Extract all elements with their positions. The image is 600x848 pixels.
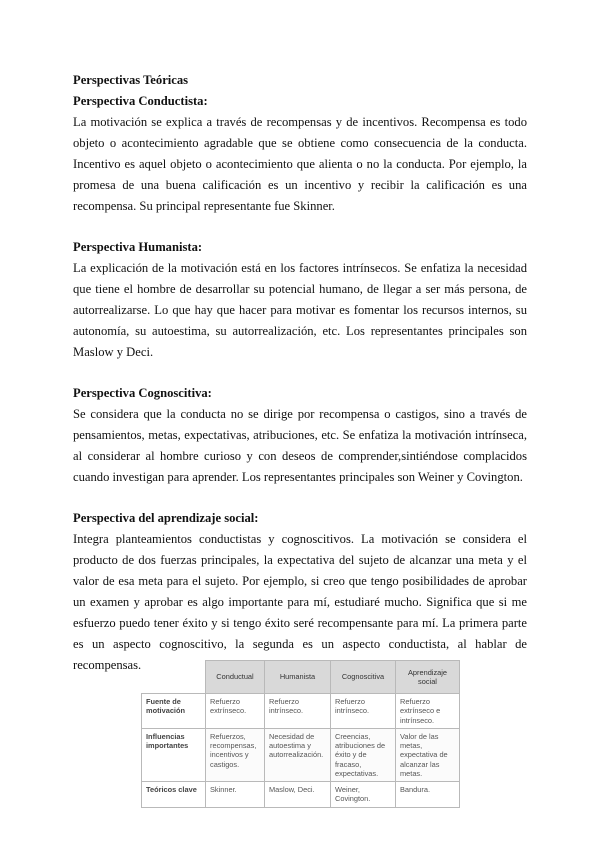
table-row [142, 694, 460, 729]
row-label: Teóricos clave [142, 782, 206, 808]
section-cognoscitiva [73, 383, 527, 488]
table-cell: Skinner. [206, 782, 265, 808]
table-cell: Refuerzo extrínseco e intrínseco. [396, 694, 460, 729]
section-title: Perspectiva Cognoscitiva: [73, 386, 212, 400]
section-body: La motivación se explica a través de recompensas y de incentivos. Recompensa es todo objeto o acontecimiento agradable que se obtiene como consecuencia de la conducta. Incentivo es aquel objeto o acontecimiento que alienta o no la conducta. Por ejemplo, la promesa de una buena calificación es un incentivo y recibir la calificación es una recompensa. Su principal representante fue Skinner. [73, 115, 527, 213]
header-cell-aprendizaje-social: Aprendizaje social [396, 661, 460, 694]
table-cell: Refuerzo intrínseco. [265, 694, 331, 729]
section-title: Perspectiva Humanista: [73, 240, 203, 254]
table-cell: Necesidad de autoestima y autorrealización. [265, 728, 331, 781]
section-humanista [73, 237, 527, 363]
table-header-row [142, 661, 460, 694]
section-body: Se considera que la conducta no se dirige por recompensa o castigos, sino a través de pensamientos, metas, expectativas, atribuciones, etc. Se enfatiza la motivación intrínseca, al considerar al hombre curioso y con deseos de comprender,sintiéndose complacidos cuando investigan para aprender. Los representantes principales son Weiner y Covington. [73, 407, 527, 484]
table-cell: Bandura. [396, 782, 460, 808]
table-cell: Weiner, Covington. [331, 782, 396, 808]
table-cell: Valor de las metas, expectativa de alcanzar las metas. [396, 728, 460, 781]
table-row [142, 728, 460, 781]
section-conductista [73, 91, 527, 217]
paragraph-gap [73, 363, 527, 383]
table-cell: Creencias, atribuciones de éxito y de fracaso, expectativas. [331, 728, 396, 781]
section-title: Perspectiva del aprendizaje social: [73, 511, 259, 525]
header-cell-empty [142, 661, 206, 694]
table-cell: Maslow, Deci. [265, 782, 331, 808]
row-label: Influencias importantes [142, 728, 206, 781]
paragraph-gap [73, 217, 527, 237]
section-body: La explicación de la motivación está en los factores intrínsecos. Se enfatiza la necesidad que tiene el hombre de desarrollar su potencial humano, de llegar a ser más persona, de autorrealizarse. Lo que hay que hacer para motivar es fomentar los recursos internos, su autonomía, su autoestima, su autorrealización, etc. Los representantes principales son Maslow y Deci. [73, 261, 527, 359]
section-title: Perspectiva Conductista: [73, 94, 208, 108]
table-cell: Refuerzo intrínseco. [331, 694, 396, 729]
comparison-table-figure [141, 660, 459, 808]
document-title: Perspectivas Teóricas [73, 73, 189, 87]
header-cell-conductual: Conductual [206, 661, 265, 694]
header-cell-humanista: Humanista [265, 661, 331, 694]
row-label: Fuente de motivación [142, 694, 206, 729]
table-cell: Refuerzos, recompensas, incentivos y castigos. [206, 728, 265, 781]
header-cell-cognoscitiva: Cognoscitiva [331, 661, 396, 694]
table-cell: Refuerzo extrínseco. [206, 694, 265, 729]
section-aprendizaje-social [73, 508, 527, 676]
section-body: Integra planteamientos conductistas y cognoscitivos. La motivación se considera el producto de dos fuerzas principales, la expectativa del sujeto de alcanzar una meta y el valor de esa meta para el sujeto. Por ejemplo, si creo que tengo posibilidades de aprobar un examen y aprobar es algo importante para mí, estudiaré mucho. Significa que si me esfuerzo puedo tener éxito y si tengo éxito seré recompensante para mí. La primera parte es un aspecto cognoscitivo, la segunda es un aspecto conductista, al hablar de recompensas. [73, 532, 527, 672]
comparison-table [141, 660, 460, 808]
table-row [142, 782, 460, 808]
paragraph-gap [73, 488, 527, 508]
